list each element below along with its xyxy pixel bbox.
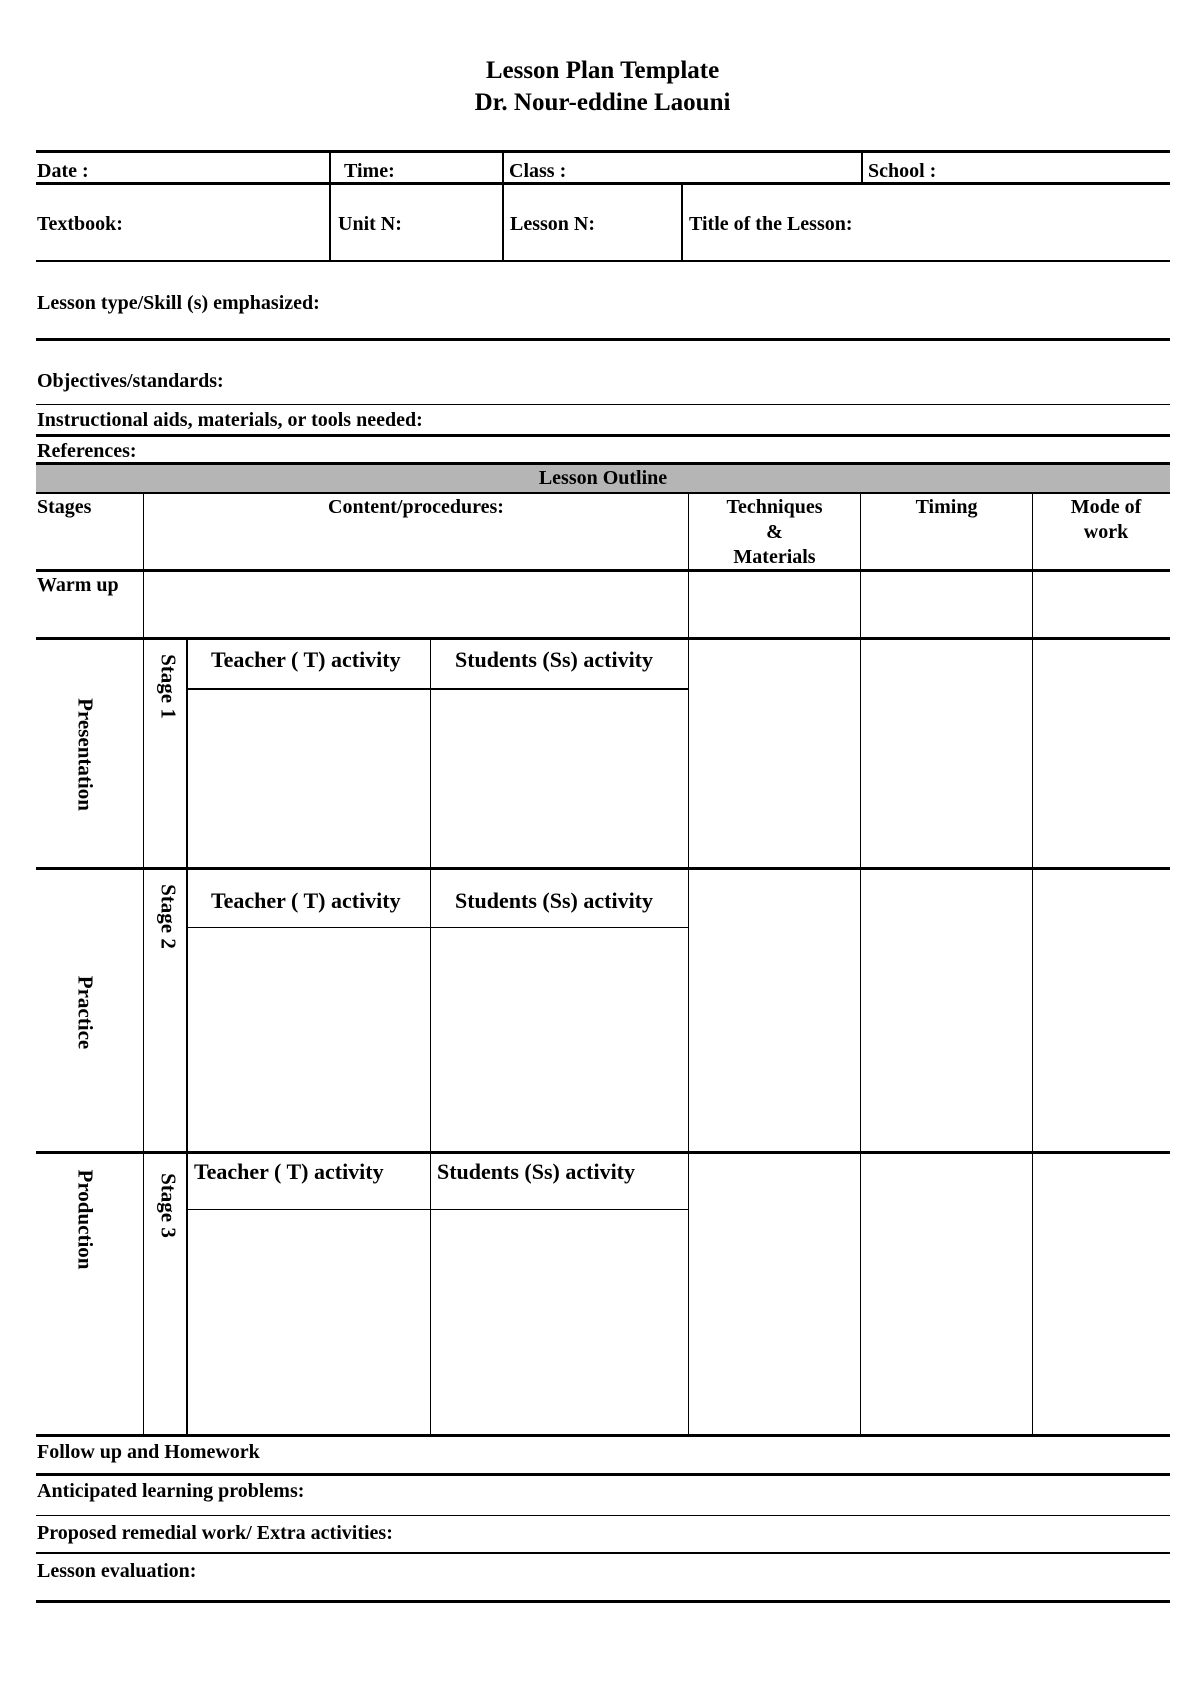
divider: [36, 1552, 1170, 1554]
remedial-field[interactable]: Proposed remedial work/ Extra activities:: [37, 1522, 393, 1544]
divider: [36, 1600, 1170, 1603]
techniques-header-line1: Techniques: [726, 496, 823, 518]
divider: [688, 493, 689, 1436]
objectives-field[interactable]: Objectives/standards:: [37, 370, 224, 392]
school-field[interactable]: School :: [868, 160, 937, 182]
divider: [36, 1515, 1170, 1516]
teacher-activity-header-3: Teacher ( T) activity: [194, 1159, 384, 1184]
divider: [36, 434, 1170, 437]
divider: [186, 927, 689, 928]
page-author: Dr. Nour-eddine Laouni: [474, 89, 731, 116]
divider: [36, 182, 1170, 185]
divider: [36, 867, 1170, 870]
date-field[interactable]: Date :: [37, 160, 89, 182]
students-activity-header-3: Students (Ss) activity: [437, 1159, 636, 1184]
divider: [186, 688, 689, 690]
divider: [36, 260, 1170, 262]
lesson-title-field[interactable]: Title of the Lesson:: [689, 213, 853, 235]
mode-header-line1: Mode of: [1070, 496, 1142, 518]
time-field[interactable]: Time:: [344, 160, 395, 182]
divider: [36, 1434, 1170, 1437]
divider: [1032, 493, 1033, 1436]
unit-field[interactable]: Unit N:: [338, 213, 402, 235]
divider: [430, 638, 431, 1436]
lesson-type-field[interactable]: Lesson type/Skill (s) emphasized:: [37, 292, 320, 314]
teacher-activity-header-1: Teacher ( T) activity: [211, 647, 401, 672]
divider: [36, 492, 1170, 494]
references-field[interactable]: References:: [37, 440, 137, 462]
stages-header: Stages: [37, 496, 92, 518]
divider: [502, 150, 504, 262]
divider: [186, 638, 188, 1436]
divider: [861, 150, 863, 184]
section-label-production: Production: [73, 1169, 98, 1270]
content-header: Content/procedures:: [328, 496, 504, 518]
students-activity-header-1: Students (Ss) activity: [455, 647, 654, 672]
outline-banner-label: Lesson Outline: [538, 467, 668, 489]
divider: [860, 493, 861, 1436]
divider: [681, 183, 683, 262]
timing-header: Timing: [915, 496, 978, 518]
stage-label-1: Stage 1: [156, 654, 181, 719]
section-label-practice: Practice: [73, 975, 98, 1050]
divider: [36, 1473, 1170, 1476]
page-title: Lesson Plan Template: [485, 57, 720, 84]
divider: [36, 569, 1170, 572]
divider: [36, 404, 1170, 405]
divider: [36, 338, 1170, 341]
divider: [36, 637, 1170, 640]
evaluation-field[interactable]: Lesson evaluation:: [37, 1560, 197, 1582]
stage-label-2: Stage 2: [156, 884, 181, 949]
aids-field[interactable]: Instructional aids, materials, or tools needed:: [37, 409, 423, 431]
divider: [36, 150, 1170, 153]
teacher-activity-header-2: Teacher ( T) activity: [211, 888, 401, 913]
techniques-header-line2: &: [766, 521, 783, 543]
lesson-number-field[interactable]: Lesson N:: [510, 213, 596, 235]
divider: [186, 1209, 689, 1210]
techniques-header-line3: Materials: [733, 546, 816, 568]
divider: [143, 493, 144, 1436]
class-field[interactable]: Class :: [509, 160, 567, 182]
divider: [36, 1151, 1170, 1154]
divider: [329, 150, 331, 262]
students-activity-header-2: Students (Ss) activity: [455, 888, 654, 913]
warm-up-label: Warm up: [37, 574, 119, 596]
textbook-field[interactable]: Textbook:: [37, 213, 123, 235]
stage-label-3: Stage 3: [156, 1173, 181, 1238]
problems-field[interactable]: Anticipated learning problems:: [37, 1480, 305, 1502]
section-label-presentation: Presentation: [73, 698, 98, 811]
mode-header-line2: work: [1083, 521, 1129, 543]
follow-up-field[interactable]: Follow up and Homework: [37, 1441, 260, 1463]
